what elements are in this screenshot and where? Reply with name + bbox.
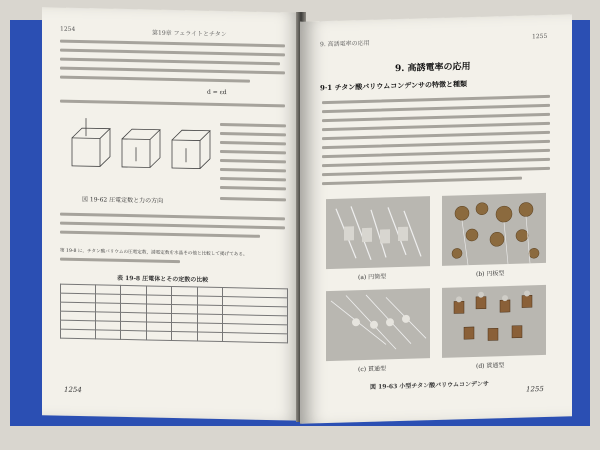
right-header-section: 9. 高誘電率の応用	[320, 39, 370, 49]
table-title: 表 19-8 圧電体とその定数の比較	[117, 274, 209, 284]
crystal-diagram	[62, 116, 212, 189]
left-header-chapter: 第19章 フェライトとチタン	[152, 29, 227, 39]
right-header-page: 1255	[532, 32, 548, 41]
photo-feedthrough-capacitors-d	[442, 285, 546, 358]
constants-table	[60, 284, 288, 344]
left-equation: d = εd	[207, 88, 227, 97]
photo-cylindrical-capacitors	[326, 196, 430, 269]
photo-a-label: (a) 円筒型	[358, 273, 387, 282]
photo-b-label: (b) 円板型	[476, 270, 505, 278]
right-page	[300, 14, 572, 424]
left-figure-caption: 図 19-62 圧電定数と力の方向	[82, 196, 164, 205]
photo-disc-capacitors	[442, 193, 546, 266]
section-title: 9. 高誘電率の応用	[395, 62, 471, 75]
right-figure-caption: 図 19-63 小型チタン酸バリウムコンデンサ	[370, 380, 489, 391]
subsection-title: 9·1 チタン酸バリウムコンデンサの特徴と種類	[320, 79, 468, 93]
left-paragraph-ref: 第 19-8 に，チタン酸バリウムの圧電定数，誘電定数を水晶その他と比較して掲げてある。	[60, 248, 248, 258]
left-page	[42, 7, 304, 420]
right-footer-page: 1255	[526, 384, 544, 394]
photo-feedthrough-capacitors-c	[326, 288, 430, 361]
photo-d-label: (d) 貫通型	[476, 362, 505, 370]
left-footer-page: 1254	[64, 385, 82, 395]
left-header-page: 1254	[60, 25, 76, 33]
photo-c-label: (c) 貫通型	[358, 365, 386, 374]
